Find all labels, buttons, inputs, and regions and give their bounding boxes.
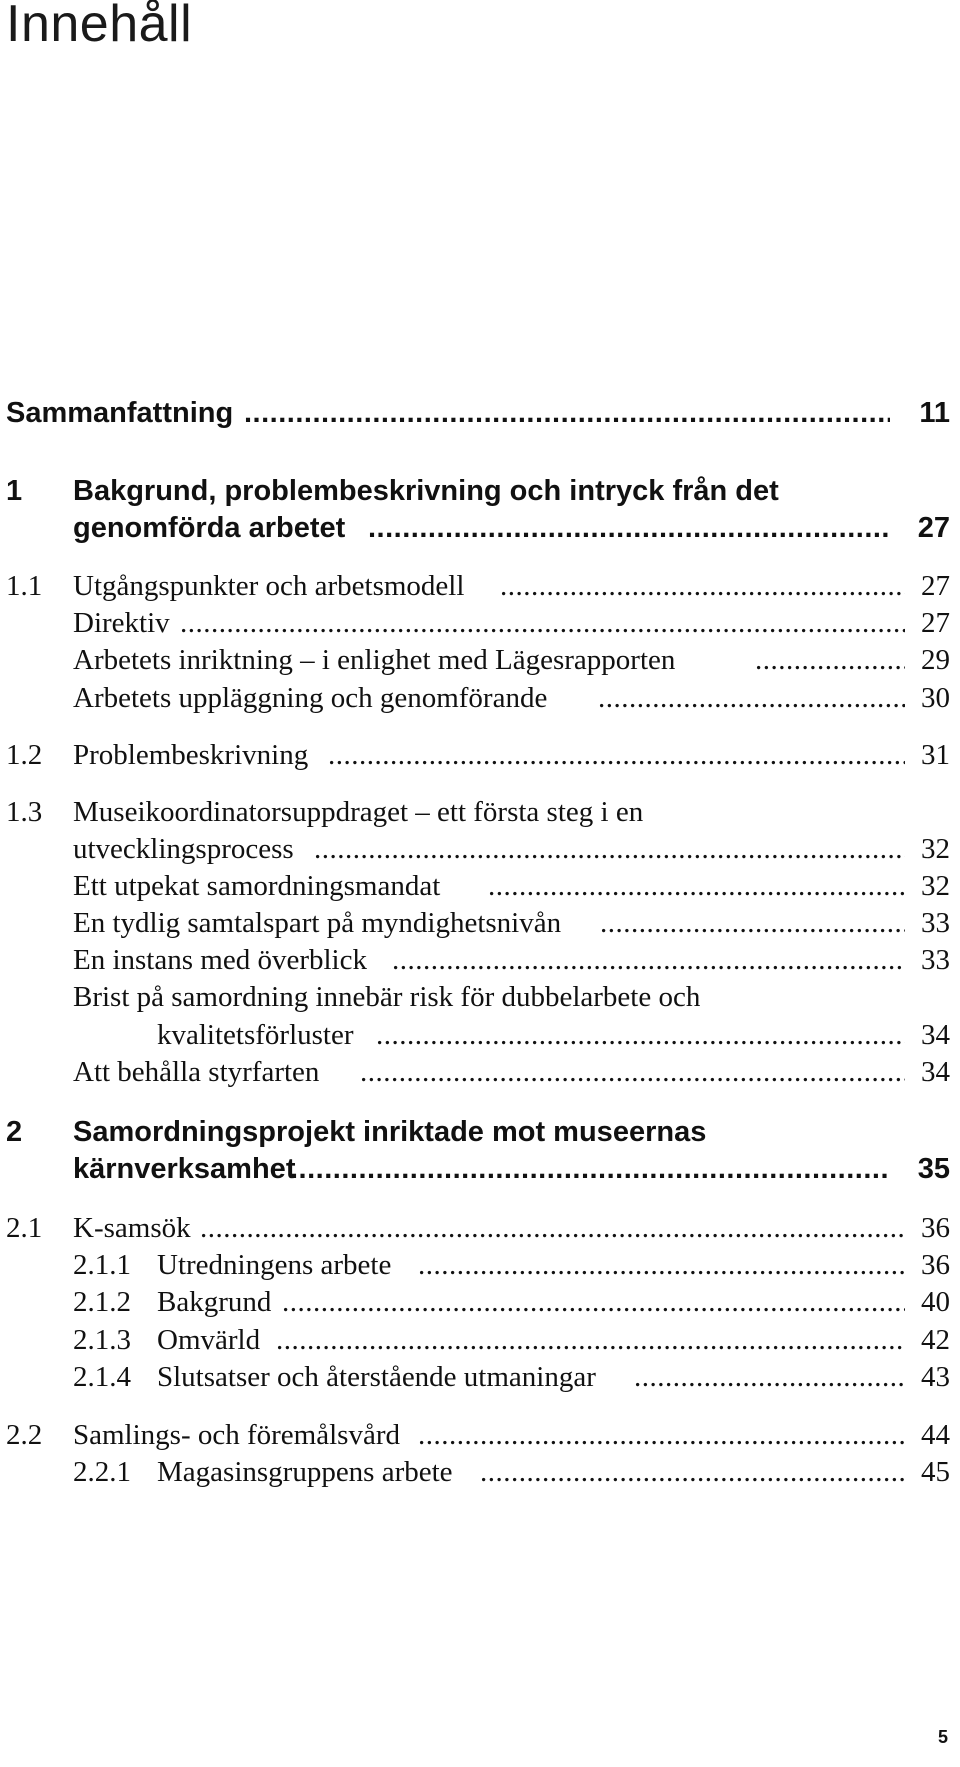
- toc-text: Problembeskrivning: [73, 739, 309, 771]
- toc-leader: [598, 678, 905, 718]
- toc-page: 33: [921, 907, 950, 939]
- toc-number: 2: [6, 1116, 23, 1148]
- toc-page: 34: [921, 1056, 950, 1088]
- toc-entry-styrfarten[interactable]: [0, 1052, 960, 1092]
- toc-number: 2.1.2: [73, 1286, 131, 1318]
- toc-leader: [376, 1015, 905, 1055]
- toc-page: 35: [917, 1153, 950, 1185]
- toc-page: 36: [921, 1212, 950, 1244]
- toc-page: 45: [921, 1456, 950, 1488]
- toc-entry-2-1-4[interactable]: [0, 1357, 960, 1397]
- toc-text: utvecklingsprocess: [73, 833, 294, 865]
- toc-leader: [600, 903, 905, 943]
- toc-text: Utgångspunkter och arbetsmodell: [73, 570, 465, 602]
- toc-entry-1-3[interactable]: [0, 792, 960, 832]
- toc-entry-chapter-2[interactable]: [0, 1112, 960, 1152]
- toc-text: Slutsatser och återstående utmaningar: [157, 1361, 596, 1393]
- toc-text: kärnverksamhet: [73, 1153, 296, 1185]
- toc-page: 32: [921, 833, 950, 865]
- toc-page: 27: [921, 607, 950, 639]
- toc-text: En instans med överblick: [73, 944, 367, 976]
- toc-entry-brist-pa-samordning-cont[interactable]: [0, 1015, 960, 1055]
- toc-entry-brist-pa-samordning[interactable]: [0, 977, 960, 1017]
- toc-entry-2-2-1[interactable]: [0, 1452, 960, 1492]
- toc-leader: [276, 1320, 905, 1360]
- toc-entry-chapter-1-cont[interactable]: [0, 508, 960, 548]
- toc-leader: [418, 1245, 905, 1285]
- toc-text: Brist på samordning innebär risk för dubbelarbete och: [73, 981, 701, 1013]
- toc-page: 29: [921, 644, 950, 676]
- toc-entry-samtalspart[interactable]: [0, 903, 960, 943]
- toc-entry-arbetets-inriktning[interactable]: [0, 640, 960, 680]
- toc-number: 1.3: [6, 796, 43, 828]
- toc-text: Omvärld: [157, 1324, 261, 1356]
- toc-leader: [392, 940, 905, 980]
- toc-page: 40: [921, 1286, 950, 1318]
- toc-text: Magasinsgruppens arbete: [157, 1456, 453, 1488]
- toc-leader: [282, 1282, 905, 1322]
- toc-entry-direktiv[interactable]: [0, 603, 960, 643]
- toc-page: 36: [921, 1249, 950, 1281]
- toc-page: 30: [921, 682, 950, 714]
- toc-leader: [200, 1208, 905, 1248]
- toc-page: 33: [921, 944, 950, 976]
- toc-text: Samordningsprojekt inriktade mot museernas: [73, 1116, 707, 1148]
- toc-text: genomförda arbetet: [73, 512, 346, 544]
- toc-page: 42: [921, 1324, 950, 1356]
- toc-entry-2-1-1[interactable]: [0, 1245, 960, 1285]
- toc-entry-2-1[interactable]: [0, 1208, 960, 1248]
- toc-leader: [244, 393, 890, 433]
- toc-number: 2.1.1: [73, 1249, 131, 1281]
- toc-page: 32: [921, 870, 950, 902]
- toc-page: 31: [921, 739, 950, 771]
- toc-entry-overblick[interactable]: [0, 940, 960, 980]
- toc-text: Museikoordinatorsuppdraget – ett första steg i en: [73, 796, 644, 828]
- toc-number: 1.1: [6, 570, 43, 602]
- toc-number: 2.1: [6, 1212, 43, 1244]
- toc-leader: [500, 566, 905, 606]
- toc-leader: [488, 866, 905, 906]
- toc-page: 34: [921, 1019, 950, 1051]
- toc-number: 2.2: [6, 1419, 43, 1451]
- toc-entry-1-3-cont[interactable]: [0, 829, 960, 869]
- toc-leader: [314, 829, 905, 869]
- toc-text: Arbetets uppläggning och genomförande: [73, 682, 548, 714]
- toc-entry-2-2[interactable]: [0, 1415, 960, 1455]
- toc-leader: [328, 735, 905, 775]
- toc-text: Utredningens arbete: [157, 1249, 392, 1281]
- toc-entry-2-1-3[interactable]: [0, 1320, 960, 1360]
- toc-leader: [480, 1452, 905, 1492]
- toc-entry-1-1[interactable]: [0, 566, 960, 606]
- toc-number: 1: [6, 475, 23, 507]
- toc-entry-1-2[interactable]: [0, 735, 960, 775]
- toc-entry-chapter-2-cont[interactable]: [0, 1149, 960, 1189]
- toc-leader: [634, 1357, 905, 1397]
- toc-leader: [368, 508, 890, 548]
- toc-page: 27: [917, 512, 950, 544]
- toc-text: kvalitetsförluster: [157, 1019, 354, 1051]
- toc-entry-sammanfattning[interactable]: [0, 393, 960, 433]
- toc-leader: [290, 1149, 890, 1189]
- toc-entry-samordningsmandat[interactable]: [0, 866, 960, 906]
- toc-number: 2.1.4: [73, 1361, 131, 1393]
- toc-text: K-samsök: [73, 1212, 191, 1244]
- toc-number: 2.2.1: [73, 1456, 131, 1488]
- toc-page: 27: [921, 570, 950, 602]
- toc-text: Sammanfattning: [6, 397, 234, 429]
- toc-leader: [418, 1415, 905, 1455]
- toc-text: Ett utpekat samordningsmandat: [73, 870, 441, 902]
- toc-page: 44: [921, 1419, 950, 1451]
- toc-number: 1.2: [6, 739, 43, 771]
- toc-entry-chapter-1[interactable]: [0, 471, 960, 511]
- toc-leader: [360, 1052, 905, 1092]
- toc-text: Arbetets inriktning – i enlighet med Lägesrapporten: [73, 644, 676, 676]
- toc-text: Samlings- och föremålsvård: [73, 1419, 400, 1451]
- toc-entry-arbetets-upplaggning[interactable]: [0, 678, 960, 718]
- toc-leader: [180, 603, 905, 643]
- page-number: 5: [937, 1727, 948, 1747]
- toc-text: En tydlig samtalspart på myndighetsnivån: [73, 907, 562, 939]
- toc-text: Bakgrund: [157, 1286, 272, 1318]
- toc-number: 2.1.3: [73, 1324, 131, 1356]
- toc-text: Direktiv: [73, 607, 170, 639]
- toc-leader: [755, 640, 905, 680]
- toc-text: Att behålla styrfarten: [73, 1056, 320, 1088]
- toc-entry-2-1-2[interactable]: [0, 1282, 960, 1322]
- page-title: Innehåll: [6, 0, 193, 53]
- toc-page: 43: [921, 1361, 950, 1393]
- toc-text: Bakgrund, problembeskrivning och intryck från det: [73, 475, 779, 507]
- toc-page: 11: [919, 397, 950, 429]
